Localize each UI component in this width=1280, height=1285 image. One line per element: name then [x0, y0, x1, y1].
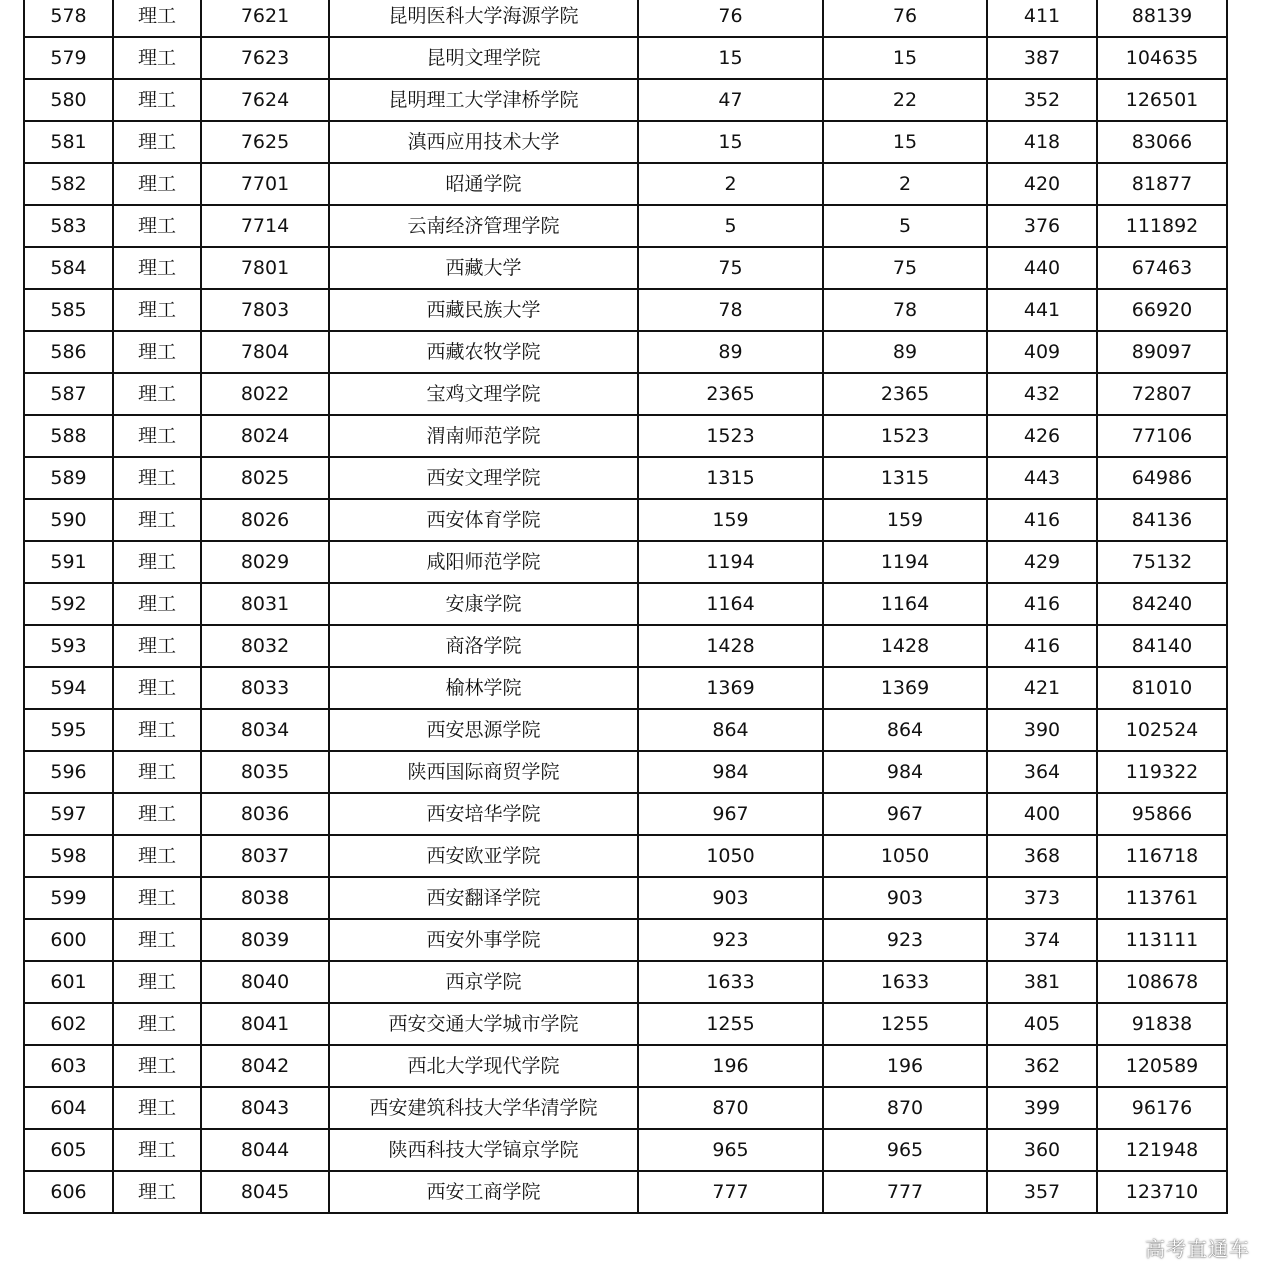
cell-admitted-count: 923: [823, 919, 987, 961]
cell-plan-count: 1194: [638, 541, 823, 583]
cell-admitted-count: 1428: [823, 625, 987, 667]
cell-plan-count: 15: [638, 37, 823, 79]
table-row: [24, 331, 1227, 373]
cell-school-code: 7621: [201, 0, 329, 37]
cell-school-code: 8039: [201, 919, 329, 961]
table-row: [24, 457, 1227, 499]
cell-row-number: 581: [24, 121, 113, 163]
cell-plan-count: 967: [638, 793, 823, 835]
cell-category: 理工: [113, 121, 201, 163]
cell-min-score: 416: [987, 583, 1097, 625]
cell-min-rank: 83066: [1097, 121, 1227, 163]
cell-school-name: 西安培华学院: [329, 793, 638, 835]
cell-min-score: 352: [987, 79, 1097, 121]
cell-row-number: 589: [24, 457, 113, 499]
cell-admitted-count: 75: [823, 247, 987, 289]
cell-min-score: 360: [987, 1129, 1097, 1171]
cell-admitted-count: 777: [823, 1171, 987, 1213]
cell-admitted-count: 984: [823, 751, 987, 793]
cell-row-number: 592: [24, 583, 113, 625]
cell-plan-count: 1428: [638, 625, 823, 667]
cell-plan-count: 15: [638, 121, 823, 163]
table-row: [24, 1003, 1227, 1045]
cell-school-code: 7803: [201, 289, 329, 331]
cell-school-code: 7801: [201, 247, 329, 289]
cell-category: 理工: [113, 0, 201, 37]
cell-plan-count: 965: [638, 1129, 823, 1171]
cell-row-number: 604: [24, 1087, 113, 1129]
table-row: [24, 625, 1227, 667]
table-row: [24, 247, 1227, 289]
table-row: [24, 919, 1227, 961]
table-row: [24, 163, 1227, 205]
cell-school-name: 榆林学院: [329, 667, 638, 709]
cell-plan-count: 47: [638, 79, 823, 121]
table-row: [24, 1171, 1227, 1213]
cell-min-rank: 95866: [1097, 793, 1227, 835]
table-row: [24, 0, 1227, 37]
cell-category: 理工: [113, 163, 201, 205]
cell-school-code: 8033: [201, 667, 329, 709]
cell-min-rank: 64986: [1097, 457, 1227, 499]
cell-min-score: 381: [987, 961, 1097, 1003]
cell-school-code: 7701: [201, 163, 329, 205]
cell-category: 理工: [113, 877, 201, 919]
cell-min-rank: 108678: [1097, 961, 1227, 1003]
cell-school-code: 8043: [201, 1087, 329, 1129]
cell-category: 理工: [113, 1087, 201, 1129]
cell-school-name: 宝鸡文理学院: [329, 373, 638, 415]
cell-admitted-count: 1194: [823, 541, 987, 583]
cell-school-code: 8038: [201, 877, 329, 919]
cell-category: 理工: [113, 373, 201, 415]
cell-school-code: 7804: [201, 331, 329, 373]
cell-min-rank: 81877: [1097, 163, 1227, 205]
cell-min-score: 420: [987, 163, 1097, 205]
cell-category: 理工: [113, 331, 201, 373]
cell-plan-count: 864: [638, 709, 823, 751]
cell-plan-count: 1050: [638, 835, 823, 877]
cell-admitted-count: 1523: [823, 415, 987, 457]
cell-school-code: 8045: [201, 1171, 329, 1213]
cell-admitted-count: 2: [823, 163, 987, 205]
table-row: [24, 835, 1227, 877]
cell-min-rank: 75132: [1097, 541, 1227, 583]
cell-category: 理工: [113, 457, 201, 499]
cell-min-rank: 77106: [1097, 415, 1227, 457]
cell-min-score: 441: [987, 289, 1097, 331]
cell-school-code: 8029: [201, 541, 329, 583]
table-row: [24, 373, 1227, 415]
cell-min-score: 432: [987, 373, 1097, 415]
cell-school-name: 西安翻译学院: [329, 877, 638, 919]
cell-plan-count: 76: [638, 0, 823, 37]
cell-row-number: 598: [24, 835, 113, 877]
cell-category: 理工: [113, 835, 201, 877]
cell-min-score: 364: [987, 751, 1097, 793]
cell-plan-count: 1633: [638, 961, 823, 1003]
table-row: [24, 961, 1227, 1003]
cell-school-code: 7714: [201, 205, 329, 247]
cell-row-number: 583: [24, 205, 113, 247]
cell-admitted-count: 1050: [823, 835, 987, 877]
cell-plan-count: 89: [638, 331, 823, 373]
cell-school-name: 西安建筑科技大学华清学院: [329, 1087, 638, 1129]
cell-category: 理工: [113, 37, 201, 79]
cell-plan-count: 1315: [638, 457, 823, 499]
cell-row-number: 585: [24, 289, 113, 331]
cell-school-name: 西安思源学院: [329, 709, 638, 751]
cell-category: 理工: [113, 205, 201, 247]
cell-school-name: 西藏民族大学: [329, 289, 638, 331]
cell-min-score: 421: [987, 667, 1097, 709]
cell-category: 理工: [113, 1129, 201, 1171]
cell-min-rank: 121948: [1097, 1129, 1227, 1171]
cell-plan-count: 78: [638, 289, 823, 331]
cell-school-name: 西安工商学院: [329, 1171, 638, 1213]
cell-row-number: 588: [24, 415, 113, 457]
table-row: [24, 541, 1227, 583]
cell-min-rank: 102524: [1097, 709, 1227, 751]
cell-row-number: 587: [24, 373, 113, 415]
cell-plan-count: 5: [638, 205, 823, 247]
cell-category: 理工: [113, 667, 201, 709]
cell-min-score: 426: [987, 415, 1097, 457]
table-row: [24, 1045, 1227, 1087]
cell-min-rank: 126501: [1097, 79, 1227, 121]
cell-min-rank: 119322: [1097, 751, 1227, 793]
cell-admitted-count: 967: [823, 793, 987, 835]
cell-category: 理工: [113, 247, 201, 289]
cell-category: 理工: [113, 499, 201, 541]
cell-school-code: 8026: [201, 499, 329, 541]
admission-table: [23, 0, 1228, 1214]
watermark-text: 高考直通车: [1145, 1237, 1250, 1261]
cell-category: 理工: [113, 415, 201, 457]
cell-school-name: 西藏大学: [329, 247, 638, 289]
cell-plan-count: 159: [638, 499, 823, 541]
cell-row-number: 580: [24, 79, 113, 121]
cell-plan-count: 196: [638, 1045, 823, 1087]
cell-admitted-count: 5: [823, 205, 987, 247]
cell-row-number: 600: [24, 919, 113, 961]
cell-school-name: 西安体育学院: [329, 499, 638, 541]
cell-school-name: 陕西科技大学镐京学院: [329, 1129, 638, 1171]
cell-min-rank: 113761: [1097, 877, 1227, 919]
cell-category: 理工: [113, 961, 201, 1003]
cell-category: 理工: [113, 919, 201, 961]
table-row: [24, 79, 1227, 121]
cell-row-number: 603: [24, 1045, 113, 1087]
cell-school-code: 8037: [201, 835, 329, 877]
cell-admitted-count: 1633: [823, 961, 987, 1003]
cell-school-name: 昆明文理学院: [329, 37, 638, 79]
cell-school-code: 8031: [201, 583, 329, 625]
cell-school-code: 7623: [201, 37, 329, 79]
table-row: [24, 583, 1227, 625]
cell-min-rank: 89097: [1097, 331, 1227, 373]
cell-min-rank: 111892: [1097, 205, 1227, 247]
cell-plan-count: 2365: [638, 373, 823, 415]
cell-plan-count: 1255: [638, 1003, 823, 1045]
cell-school-name: 昆明理工大学津桥学院: [329, 79, 638, 121]
cell-category: 理工: [113, 1171, 201, 1213]
cell-min-score: 376: [987, 205, 1097, 247]
table-row: [24, 751, 1227, 793]
cell-school-name: 商洛学院: [329, 625, 638, 667]
cell-admitted-count: 15: [823, 121, 987, 163]
cell-plan-count: 1164: [638, 583, 823, 625]
cell-admitted-count: 89: [823, 331, 987, 373]
cell-min-score: 387: [987, 37, 1097, 79]
table-row: [24, 1087, 1227, 1129]
cell-category: 理工: [113, 1045, 201, 1087]
cell-row-number: 605: [24, 1129, 113, 1171]
cell-admitted-count: 78: [823, 289, 987, 331]
cell-category: 理工: [113, 583, 201, 625]
cell-school-name: 西安交通大学城市学院: [329, 1003, 638, 1045]
cell-school-name: 西藏农牧学院: [329, 331, 638, 373]
cell-row-number: 582: [24, 163, 113, 205]
cell-plan-count: 1369: [638, 667, 823, 709]
cell-admitted-count: 22: [823, 79, 987, 121]
cell-min-score: 443: [987, 457, 1097, 499]
cell-plan-count: 870: [638, 1087, 823, 1129]
cell-school-name: 安康学院: [329, 583, 638, 625]
cell-min-score: 411: [987, 0, 1097, 37]
cell-row-number: 578: [24, 0, 113, 37]
cell-category: 理工: [113, 1003, 201, 1045]
cell-plan-count: 903: [638, 877, 823, 919]
cell-plan-count: 1523: [638, 415, 823, 457]
cell-min-score: 362: [987, 1045, 1097, 1087]
cell-row-number: 584: [24, 247, 113, 289]
cell-admitted-count: 1315: [823, 457, 987, 499]
cell-school-code: 8035: [201, 751, 329, 793]
cell-category: 理工: [113, 625, 201, 667]
cell-admitted-count: 196: [823, 1045, 987, 1087]
cell-row-number: 593: [24, 625, 113, 667]
cell-min-score: 405: [987, 1003, 1097, 1045]
admission-table-container: [23, 0, 1226, 1214]
cell-admitted-count: 2365: [823, 373, 987, 415]
cell-min-score: 418: [987, 121, 1097, 163]
table-row: [24, 37, 1227, 79]
cell-min-score: 373: [987, 877, 1097, 919]
table-row: [24, 709, 1227, 751]
cell-min-rank: 72807: [1097, 373, 1227, 415]
cell-row-number: 586: [24, 331, 113, 373]
cell-row-number: 594: [24, 667, 113, 709]
cell-row-number: 595: [24, 709, 113, 751]
cell-row-number: 590: [24, 499, 113, 541]
cell-min-rank: 96176: [1097, 1087, 1227, 1129]
cell-category: 理工: [113, 751, 201, 793]
cell-min-rank: 104635: [1097, 37, 1227, 79]
cell-school-code: 8024: [201, 415, 329, 457]
cell-school-code: 8036: [201, 793, 329, 835]
cell-row-number: 597: [24, 793, 113, 835]
cell-row-number: 602: [24, 1003, 113, 1045]
cell-school-name: 西安文理学院: [329, 457, 638, 499]
table-row: [24, 667, 1227, 709]
cell-min-rank: 81010: [1097, 667, 1227, 709]
cell-min-rank: 67463: [1097, 247, 1227, 289]
cell-min-score: 409: [987, 331, 1097, 373]
cell-admitted-count: 76: [823, 0, 987, 37]
cell-school-name: 西安外事学院: [329, 919, 638, 961]
cell-school-name: 昭通学院: [329, 163, 638, 205]
cell-row-number: 606: [24, 1171, 113, 1213]
cell-min-rank: 116718: [1097, 835, 1227, 877]
cell-school-code: 8041: [201, 1003, 329, 1045]
cell-category: 理工: [113, 709, 201, 751]
cell-min-score: 440: [987, 247, 1097, 289]
cell-min-score: 368: [987, 835, 1097, 877]
cell-row-number: 579: [24, 37, 113, 79]
cell-admitted-count: 965: [823, 1129, 987, 1171]
cell-min-score: 400: [987, 793, 1097, 835]
cell-row-number: 596: [24, 751, 113, 793]
cell-admitted-count: 15: [823, 37, 987, 79]
cell-plan-count: 984: [638, 751, 823, 793]
cell-min-score: 416: [987, 499, 1097, 541]
cell-admitted-count: 903: [823, 877, 987, 919]
table-row: [24, 205, 1227, 247]
cell-min-rank: 123710: [1097, 1171, 1227, 1213]
cell-category: 理工: [113, 79, 201, 121]
cell-admitted-count: 1369: [823, 667, 987, 709]
cell-plan-count: 777: [638, 1171, 823, 1213]
cell-min-score: 429: [987, 541, 1097, 583]
cell-school-name: 云南经济管理学院: [329, 205, 638, 247]
cell-min-rank: 66920: [1097, 289, 1227, 331]
cell-admitted-count: 1164: [823, 583, 987, 625]
cell-row-number: 599: [24, 877, 113, 919]
cell-school-code: 8032: [201, 625, 329, 667]
cell-min-score: 374: [987, 919, 1097, 961]
cell-school-code: 8034: [201, 709, 329, 751]
cell-min-rank: 120589: [1097, 1045, 1227, 1087]
cell-min-rank: 113111: [1097, 919, 1227, 961]
cell-admitted-count: 159: [823, 499, 987, 541]
cell-plan-count: 75: [638, 247, 823, 289]
cell-plan-count: 923: [638, 919, 823, 961]
cell-school-name: 陕西国际商贸学院: [329, 751, 638, 793]
table-row: [24, 289, 1227, 331]
cell-min-rank: 88139: [1097, 0, 1227, 37]
cell-school-code: 8040: [201, 961, 329, 1003]
cell-school-code: 8022: [201, 373, 329, 415]
cell-school-code: 8025: [201, 457, 329, 499]
cell-min-rank: 84136: [1097, 499, 1227, 541]
table-row: [24, 415, 1227, 457]
cell-min-rank: 91838: [1097, 1003, 1227, 1045]
cell-row-number: 591: [24, 541, 113, 583]
table-row: [24, 499, 1227, 541]
cell-admitted-count: 870: [823, 1087, 987, 1129]
table-row: [24, 1129, 1227, 1171]
cell-min-rank: 84140: [1097, 625, 1227, 667]
cell-school-name: 西北大学现代学院: [329, 1045, 638, 1087]
table-row: [24, 121, 1227, 163]
cell-min-rank: 84240: [1097, 583, 1227, 625]
cell-school-code: 7624: [201, 79, 329, 121]
table-body: [24, 0, 1227, 1213]
cell-school-name: 昆明医科大学海源学院: [329, 0, 638, 37]
table-row: [24, 793, 1227, 835]
cell-school-code: 7625: [201, 121, 329, 163]
cell-category: 理工: [113, 793, 201, 835]
cell-admitted-count: 1255: [823, 1003, 987, 1045]
cell-admitted-count: 864: [823, 709, 987, 751]
cell-min-score: 399: [987, 1087, 1097, 1129]
cell-school-name: 咸阳师范学院: [329, 541, 638, 583]
cell-row-number: 601: [24, 961, 113, 1003]
cell-min-score: 357: [987, 1171, 1097, 1213]
cell-min-score: 390: [987, 709, 1097, 751]
cell-min-score: 416: [987, 625, 1097, 667]
table-row: [24, 877, 1227, 919]
cell-category: 理工: [113, 541, 201, 583]
cell-school-name: 滇西应用技术大学: [329, 121, 638, 163]
cell-plan-count: 2: [638, 163, 823, 205]
cell-school-name: 西安欧亚学院: [329, 835, 638, 877]
cell-school-name: 西京学院: [329, 961, 638, 1003]
cell-school-code: 8044: [201, 1129, 329, 1171]
cell-school-code: 8042: [201, 1045, 329, 1087]
cell-school-name: 渭南师范学院: [329, 415, 638, 457]
cell-category: 理工: [113, 289, 201, 331]
